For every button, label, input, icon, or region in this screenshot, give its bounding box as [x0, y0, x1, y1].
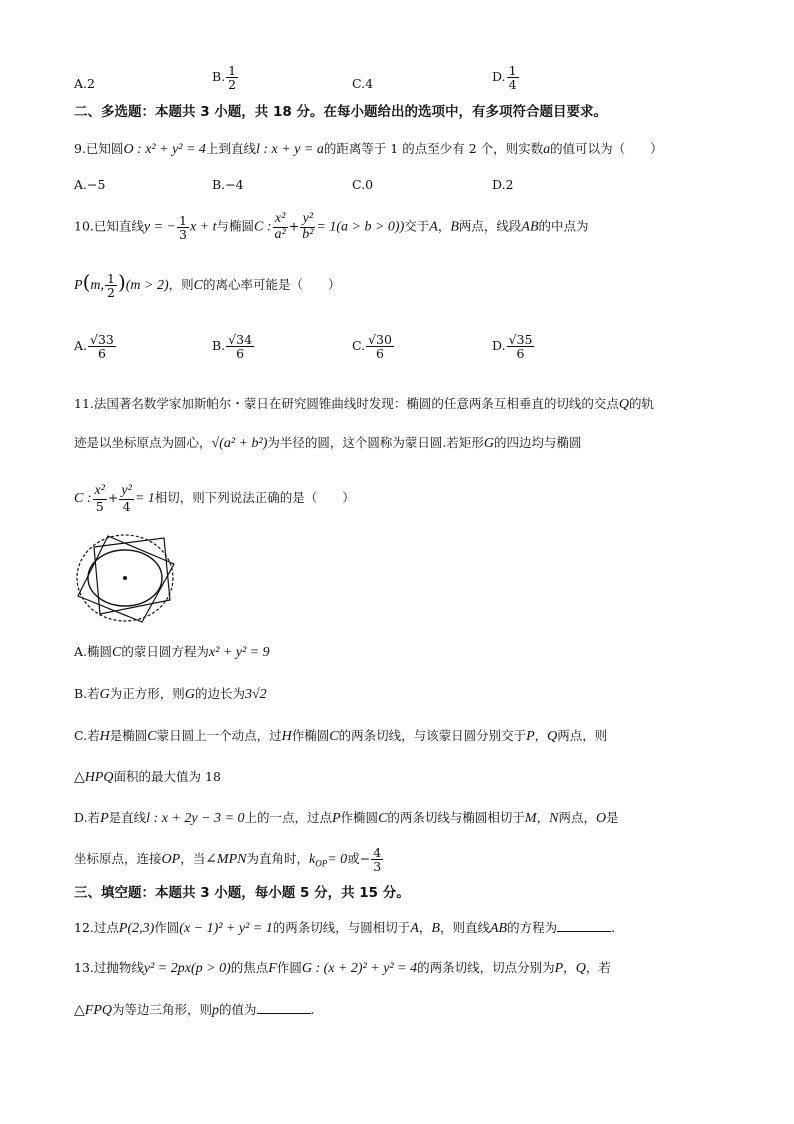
- q11-math: OP: [161, 852, 181, 868]
- q10-math: (m > 2): [125, 278, 169, 294]
- q9-option-d: D.2: [492, 177, 514, 192]
- q11-ellipse-x-denominator: 5: [95, 498, 104, 514]
- q11-math: Q: [547, 729, 558, 744]
- q12-math: P(2,3): [118, 921, 155, 936]
- q10-text: 两点，线段: [458, 218, 522, 234]
- q11-text: 作椭圆: [340, 810, 379, 825]
- q11-math: H: [281, 729, 292, 744]
- q8-option-c: C.4: [352, 76, 374, 91]
- q13-text: 为等边三角形，则: [111, 1002, 212, 1017]
- q9-text: 的距离等于 1 的点至少有 2 个，则实数: [323, 141, 544, 156]
- q11-math: G: [184, 687, 195, 702]
- q10-text: 的中点为: [538, 218, 589, 234]
- q11-text: 是: [606, 810, 619, 825]
- question-11-line-1: [74, 398, 654, 412]
- q11-math: ∠MPN: [205, 852, 247, 868]
- question-9: [74, 143, 663, 157]
- q8-d-numerator: 1: [508, 63, 517, 78]
- q11-text: 的边长为: [194, 686, 245, 701]
- q13-math: y² = 2px(p > 0): [143, 961, 231, 976]
- q10-math: C :: [254, 219, 272, 235]
- q10-math: C: [193, 278, 204, 294]
- q10-math: P: [74, 278, 83, 294]
- q11-text: 或: [347, 851, 360, 867]
- q11-text: 11.法国著名数学家加斯帕尔・蒙日在研究圆锥曲线时发现：椭圆的任意两条互相垂直的切线的交点: [74, 396, 619, 411]
- q10-math: B: [450, 219, 459, 235]
- q11-option-a: [74, 646, 270, 660]
- q11-text: 的两条切线，与该蒙日圆分别交于: [338, 728, 527, 743]
- q10-option-denominator: 6: [516, 346, 525, 362]
- q11-text: 是直线: [108, 810, 147, 825]
- q11-text: D.若: [74, 810, 101, 825]
- q11-math: G: [483, 436, 494, 451]
- q13-text: 的值为: [219, 1002, 257, 1017]
- section-3-heading: 三、填空题：本题共 3 小题，每小题 5 分，共 15 分。: [74, 885, 410, 901]
- q12-text: .: [611, 920, 616, 935]
- q13-text: 作圆: [276, 960, 302, 975]
- q12-math: AB: [489, 921, 508, 936]
- q10-option-denominator: 6: [376, 346, 384, 362]
- q9-option-a: A.−5: [74, 177, 106, 192]
- q8-option-d-label: D.: [492, 69, 506, 85]
- q12-answer-blank[interactable]: [557, 931, 611, 932]
- q11-text: 的轨: [629, 396, 655, 411]
- q10-text: 的离心率可能是（ ）: [203, 277, 341, 293]
- q8-option-b: [212, 64, 239, 91]
- question-10-line-1: [74, 212, 589, 242]
- q10-option-numerator: √33: [90, 332, 114, 347]
- q11-option-d-line-2: [74, 846, 384, 873]
- q11-slope-denominator: 3: [373, 859, 382, 875]
- q11-option-b: [74, 688, 267, 702]
- q12-text: 12.过点: [74, 920, 119, 935]
- section-2-heading: 二、多选题：本题共 3 小题，共 18 分。在每小题给出的选项中，有多项符合题目要求。: [74, 104, 607, 120]
- q11-math: △HPQ: [74, 770, 114, 785]
- q10-option-label: D.: [492, 338, 506, 354]
- q9-text: 的值可以为（ ）: [550, 141, 663, 156]
- q11-text: 相切，则下列说法正确的是（ ）: [154, 489, 355, 505]
- q11-ellipse-y-numerator: y²: [121, 483, 132, 498]
- q11-math: x² + y² = 9: [208, 645, 270, 660]
- q11-math: k: [309, 852, 316, 868]
- q13-text: .: [310, 1002, 315, 1017]
- q10-text: 交于: [404, 218, 430, 234]
- q10-ellipse-x-denominator: a²: [274, 226, 286, 242]
- q11-text: 是椭圆: [109, 728, 148, 743]
- q10-option-numerator: √30: [368, 332, 392, 347]
- q13-math: F: [268, 961, 277, 976]
- q8-option-d: [492, 64, 520, 91]
- q13-text: 的两条切线，切点分别为: [417, 960, 555, 975]
- question-11-line-3: [74, 484, 355, 513]
- q11-text: 的四边均与椭圆: [493, 435, 582, 450]
- q11-option-c-line-2: [74, 771, 221, 785]
- q11-option-c-line-1: [74, 730, 607, 744]
- q12-text: ，: [418, 920, 432, 935]
- q13-math: P: [554, 961, 564, 976]
- q11-math: H: [99, 729, 110, 744]
- q8-option-b-label: B.: [212, 69, 226, 85]
- q11-math: C :: [74, 490, 92, 506]
- q12-text: 的方程为: [507, 920, 558, 935]
- question-10-line-2: P(m, $\frac{1}{2}$ )(m > 2)，则C的离心率可能是（ ）: [74, 270, 341, 301]
- q11-text: C.若: [74, 728, 100, 743]
- q11-text: 的两条切线与椭圆相切于: [387, 810, 525, 825]
- question-11-line-2: [74, 437, 582, 451]
- q11-math: C: [112, 645, 122, 660]
- q11-subscript: OP: [315, 858, 328, 869]
- q11-math: P: [100, 811, 109, 826]
- q10-text: ，则: [168, 277, 194, 293]
- q8-b-denominator: 2: [228, 77, 237, 93]
- q10-math: m,: [90, 278, 104, 294]
- q10-math: AB: [521, 219, 539, 235]
- q10-ellipse-y-numerator: y²: [300, 212, 315, 228]
- q13-answer-blank[interactable]: [257, 1013, 311, 1014]
- q13-math: G : (x + 2)² + y² = 4: [301, 961, 418, 976]
- q10-text: ，: [437, 218, 451, 234]
- q10-math: = 1(a > b > 0)): [316, 219, 405, 235]
- q11-text: 蒙日圆上一个动点，过: [156, 728, 282, 743]
- q10-text: 与椭圆: [216, 218, 255, 234]
- q13-math: p: [212, 1003, 219, 1018]
- q11-text: 坐标原点，连接: [74, 851, 162, 867]
- q10-slope-numerator: 1: [179, 212, 187, 228]
- q12-math: B: [431, 921, 440, 936]
- q9-text: 9.已知圆: [74, 141, 124, 156]
- q11-math: P: [331, 811, 341, 826]
- q13-math: △FPQ: [74, 1003, 112, 1018]
- q11-minus: −: [359, 851, 371, 867]
- q11-plus: +: [107, 489, 119, 505]
- q12-math: A: [410, 921, 419, 936]
- q13-text: ，若: [585, 960, 611, 975]
- question-12: [74, 922, 615, 936]
- q11-slope-numerator: 4: [373, 845, 382, 860]
- q9-variable: a: [543, 142, 551, 157]
- q11-ellipse-y-denominator: 4: [122, 498, 131, 514]
- q10-plus: +: [288, 218, 300, 234]
- q12-text: 作圆: [154, 920, 180, 935]
- q13-text: 13.过抛物线: [74, 960, 144, 975]
- q10-midpoint-denominator: 2: [107, 285, 115, 301]
- q10-option-label: C.: [352, 338, 366, 354]
- q11-math: = 0: [327, 852, 348, 868]
- q11-math: P: [526, 729, 535, 744]
- q12-math: (x − 1)² + y² = 1: [179, 921, 273, 936]
- q8-b-numerator: 1: [228, 63, 237, 78]
- question-13-line-1: [74, 962, 611, 976]
- q9-circle-equation: O : x² + y² = 4: [123, 142, 206, 157]
- q8-d-denominator: 4: [508, 77, 517, 93]
- q11-math: Q: [618, 397, 630, 412]
- q10-midpoint-numerator: 1: [107, 271, 115, 286]
- q10-ellipse-y-denominator: b²: [302, 226, 314, 242]
- q13-math: Q: [575, 961, 586, 976]
- q10-option-d: [492, 333, 535, 360]
- q12-text: 的两条切线，与圆相切于: [272, 920, 411, 935]
- q11-text: B.若: [74, 686, 100, 701]
- q10-option-denominator: 6: [97, 346, 106, 362]
- q11-math: C: [378, 811, 388, 826]
- q10-option-label: A.: [74, 338, 88, 354]
- q10-option-c: [352, 333, 395, 360]
- q13-text: 的焦点: [230, 960, 269, 975]
- q9-text: 上到直线: [205, 141, 256, 156]
- q11-text: 上的一点，过点: [244, 810, 332, 825]
- q10-option-numerator: √35: [508, 332, 533, 347]
- q9-option-b: B.−4: [212, 177, 244, 192]
- q8-option-a: A.2: [74, 76, 95, 91]
- q11-math: G: [99, 687, 110, 702]
- q11-math: l : x + 2y − 3 = 0: [146, 811, 245, 826]
- q10-ellipse-x-numerator: x²: [273, 212, 288, 228]
- q10-math: y = −: [143, 219, 176, 235]
- q11-math: = 1: [134, 490, 155, 506]
- q11-text: 两点，: [558, 810, 596, 825]
- q13-text: ，: [563, 960, 576, 975]
- q11-math: C: [147, 729, 157, 744]
- q11-math: N: [549, 811, 559, 826]
- q11-text: 作椭圆: [291, 728, 330, 743]
- q10-text: 10.已知直线: [74, 218, 144, 234]
- q11-radius: √(a² + b²): [211, 436, 268, 451]
- q11-text: 为半径的圆，这个圆称为蒙日圆.若矩形: [267, 435, 484, 450]
- q11-text: 的蒙日圆方程为: [121, 644, 209, 659]
- q11-text: 为直角时，: [246, 851, 310, 867]
- q11-text: 面积的最大值为 18: [113, 769, 221, 784]
- q10-option-b: [212, 333, 255, 360]
- q11-text: ，: [534, 728, 548, 743]
- q10-option-label: B.: [212, 338, 226, 354]
- q11-text: 迹是以坐标原点为圆心，: [74, 435, 212, 450]
- q9-line-equation: l : x + y = a: [255, 142, 324, 157]
- q11-ellipse-x-numerator: x²: [94, 483, 105, 498]
- origin-point: [123, 576, 127, 580]
- q10-math: A: [429, 219, 438, 235]
- q11-math: M: [524, 811, 537, 826]
- q10-option-numerator: √34: [228, 332, 253, 347]
- q11-math: 3√2: [244, 687, 267, 702]
- q11-option-d-line-1: [74, 812, 619, 826]
- q11-text: 为正方形，则: [109, 686, 185, 701]
- q11-text: ，: [536, 810, 550, 825]
- q11-math: O: [595, 811, 607, 826]
- q9-option-c: C.0: [352, 177, 374, 192]
- q11-math: C: [329, 729, 339, 744]
- q10-option-denominator: 6: [236, 346, 245, 362]
- monge-circle-figure: [74, 530, 180, 626]
- tangent-rectangle-1: [94, 538, 170, 614]
- question-13-line-2: [74, 1004, 315, 1018]
- q12-text: ，则直线: [439, 920, 490, 935]
- q10-slope-denominator: 3: [179, 226, 187, 242]
- q10-option-a: [74, 333, 117, 360]
- q11-text: 两点，则: [557, 728, 608, 743]
- q11-text: ，当: [180, 851, 206, 867]
- q11-text: A.椭圆: [74, 644, 113, 659]
- q10-math: x + t: [189, 219, 217, 235]
